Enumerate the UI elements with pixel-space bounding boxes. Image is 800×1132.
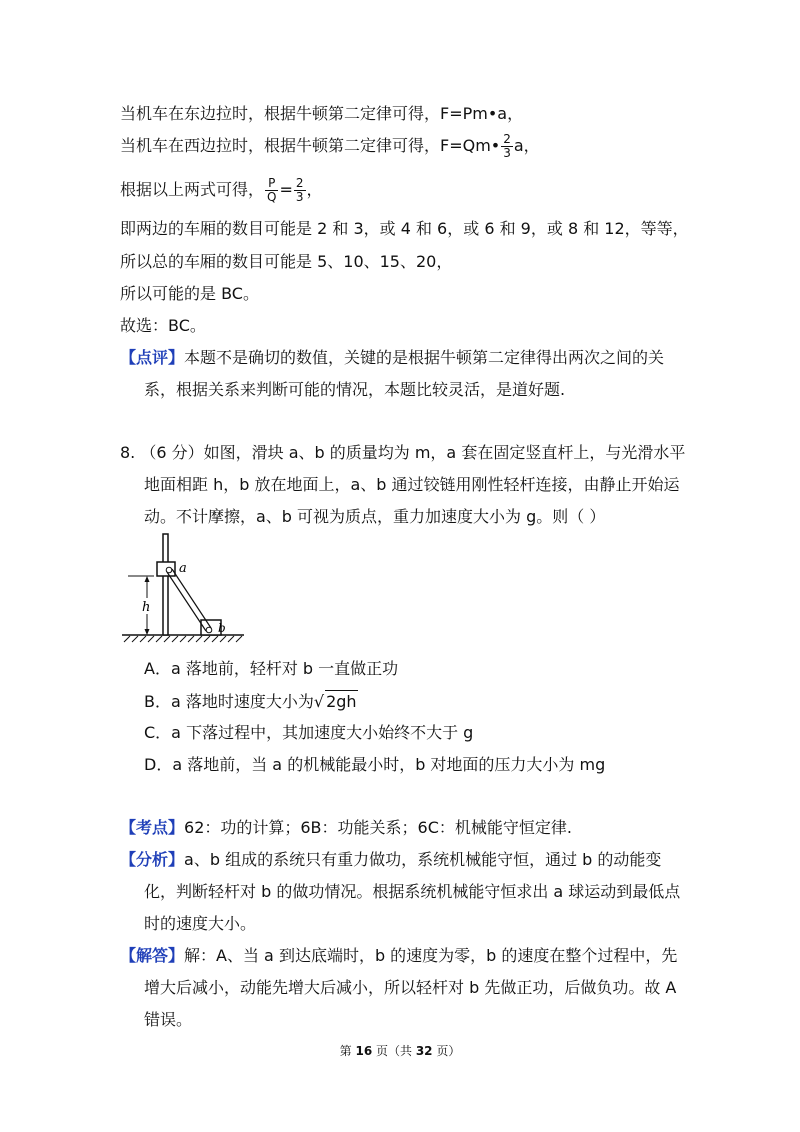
jieda-line-1 (120, 945, 677, 967)
footer-pre: 第 (339, 1044, 356, 1058)
option-b (144, 690, 358, 713)
option-d: D．a 落地前，当 a 的机械能最小时，b 对地面的压力大小为 mg (144, 755, 606, 774)
option-b-text: B．a 落地时速度大小为 (144, 692, 314, 711)
question-line-3: 动。不计摩擦，a、b 可视为质点，重力加速度大小为 g。则（ ） (144, 507, 606, 526)
jieda-line-2: 增大后减小，动能先增大后减小，所以轻杆对 b 先做正功，后做负功。故 A (144, 978, 677, 997)
fraction-2-3b (294, 177, 306, 204)
kaodian-text: 62：功的计算；6B：功能关系；6C：机械能守恒定律. (184, 818, 572, 837)
solution-line-5: 所以总的车厢的数目可能是 5、10、15、20， (120, 252, 453, 271)
fraction-denominator: Q (267, 190, 277, 204)
vertical-rod (163, 534, 168, 635)
label-a: a (179, 561, 187, 576)
option-c: C．a 下落过程中，其加速度大小始终不大于 g (144, 723, 474, 742)
fraction-numerator: 2 (503, 132, 511, 146)
solution-line-1: 当机车在东边拉时，根据牛顿第二定律可得，F=Pm•a， (120, 104, 524, 123)
light-rod-edge-2 (172, 569, 211, 628)
fenxi-line-2: 化，判断轻杆对 b 的做功情况。根据系统机械能守恒求出 a 球运动到最低点 (144, 882, 681, 901)
review-line-2: 系，根据关系来判断可能的情况，本题比较灵活，是道好题. (144, 380, 566, 399)
label-b: b (218, 621, 226, 635)
slider-rod-figure (118, 530, 258, 648)
review-line-1 (120, 347, 664, 369)
ground-hatching (124, 636, 242, 642)
sqrt-radicand: 2gh (326, 692, 357, 711)
fraction-p-q (265, 177, 278, 204)
fenxi-tag: 【分析】 (120, 850, 185, 869)
hinge-b (206, 627, 212, 633)
line-2-text: 当机车在西边拉时，根据牛顿第二定律可得，F=Qm• (120, 136, 501, 155)
kaodian-tag: 【考点】 (120, 818, 185, 837)
fraction-denominator: 3 (503, 146, 511, 160)
footer-total: 32 (415, 1044, 433, 1058)
jieda-text-1: 解：A、当 a 到达底端时，b 的速度为零，b 的速度在整个过程中，先 (184, 946, 678, 965)
footer-mid: 页（共 (372, 1044, 416, 1058)
footer-page: 16 (355, 1044, 373, 1058)
question-line-2: 地面相距 h，b 放在地面上，a、b 通过铰链用刚性轻杆连接，由静止开始运 (144, 475, 680, 494)
jieda-tag: 【解答】 (120, 946, 185, 965)
height-arrow-head-up (145, 576, 150, 582)
question-line-1: 8. （6 分）如图，滑块 a、b 的质量均为 m，a 套在固定竖直杆上，与光滑水平 (120, 443, 686, 462)
solution-line-2 (120, 133, 540, 160)
height-arrow-head-down (145, 629, 150, 635)
solution-line-6: 所以可能的是 BC。 (120, 284, 259, 303)
line-2-tail: a， (513, 136, 540, 155)
line-3-tail: ， (306, 180, 323, 199)
solution-line-4: 即两边的车厢的数目可能是 2 和 3，或 4 和 6，或 6 和 9，或 8 和 12，等等， (120, 219, 689, 238)
hinge-a (166, 567, 172, 573)
line-3-text: 根据以上两式可得， (120, 180, 265, 199)
fraction-numerator: 2 (295, 176, 304, 190)
light-rod-edge-1 (167, 572, 206, 631)
fenxi-line-1 (120, 849, 661, 871)
fraction-numerator: P (265, 177, 278, 191)
review-text-1: 本题不是确切的数值，关键的是根据牛顿第二定律得出两次之间的关 (184, 348, 665, 367)
footer-post: 页） (432, 1044, 461, 1058)
page-footer (0, 1042, 800, 1059)
review-tag: 【点评】 (120, 348, 185, 367)
fraction-denominator: 3 (295, 190, 304, 204)
solution-line-7: 故选：BC。 (120, 316, 206, 335)
option-a: A．a 落地前，轻杆对 b 一直做正功 (144, 659, 399, 678)
solution-line-3 (120, 177, 323, 204)
jieda-line-3: 错误。 (144, 1010, 193, 1029)
kaodian-line (120, 817, 572, 839)
sqrt-sign: √ (313, 692, 325, 711)
fraction-2-3 (501, 133, 513, 160)
fenxi-text-1: a、b 组成的系统只有重力做功，系统机械能守恒，通过 b 的动能变 (184, 850, 662, 869)
fenxi-line-3: 时的速度大小。 (144, 914, 257, 933)
equals-sign: = (279, 180, 293, 199)
label-h: h (142, 600, 151, 615)
